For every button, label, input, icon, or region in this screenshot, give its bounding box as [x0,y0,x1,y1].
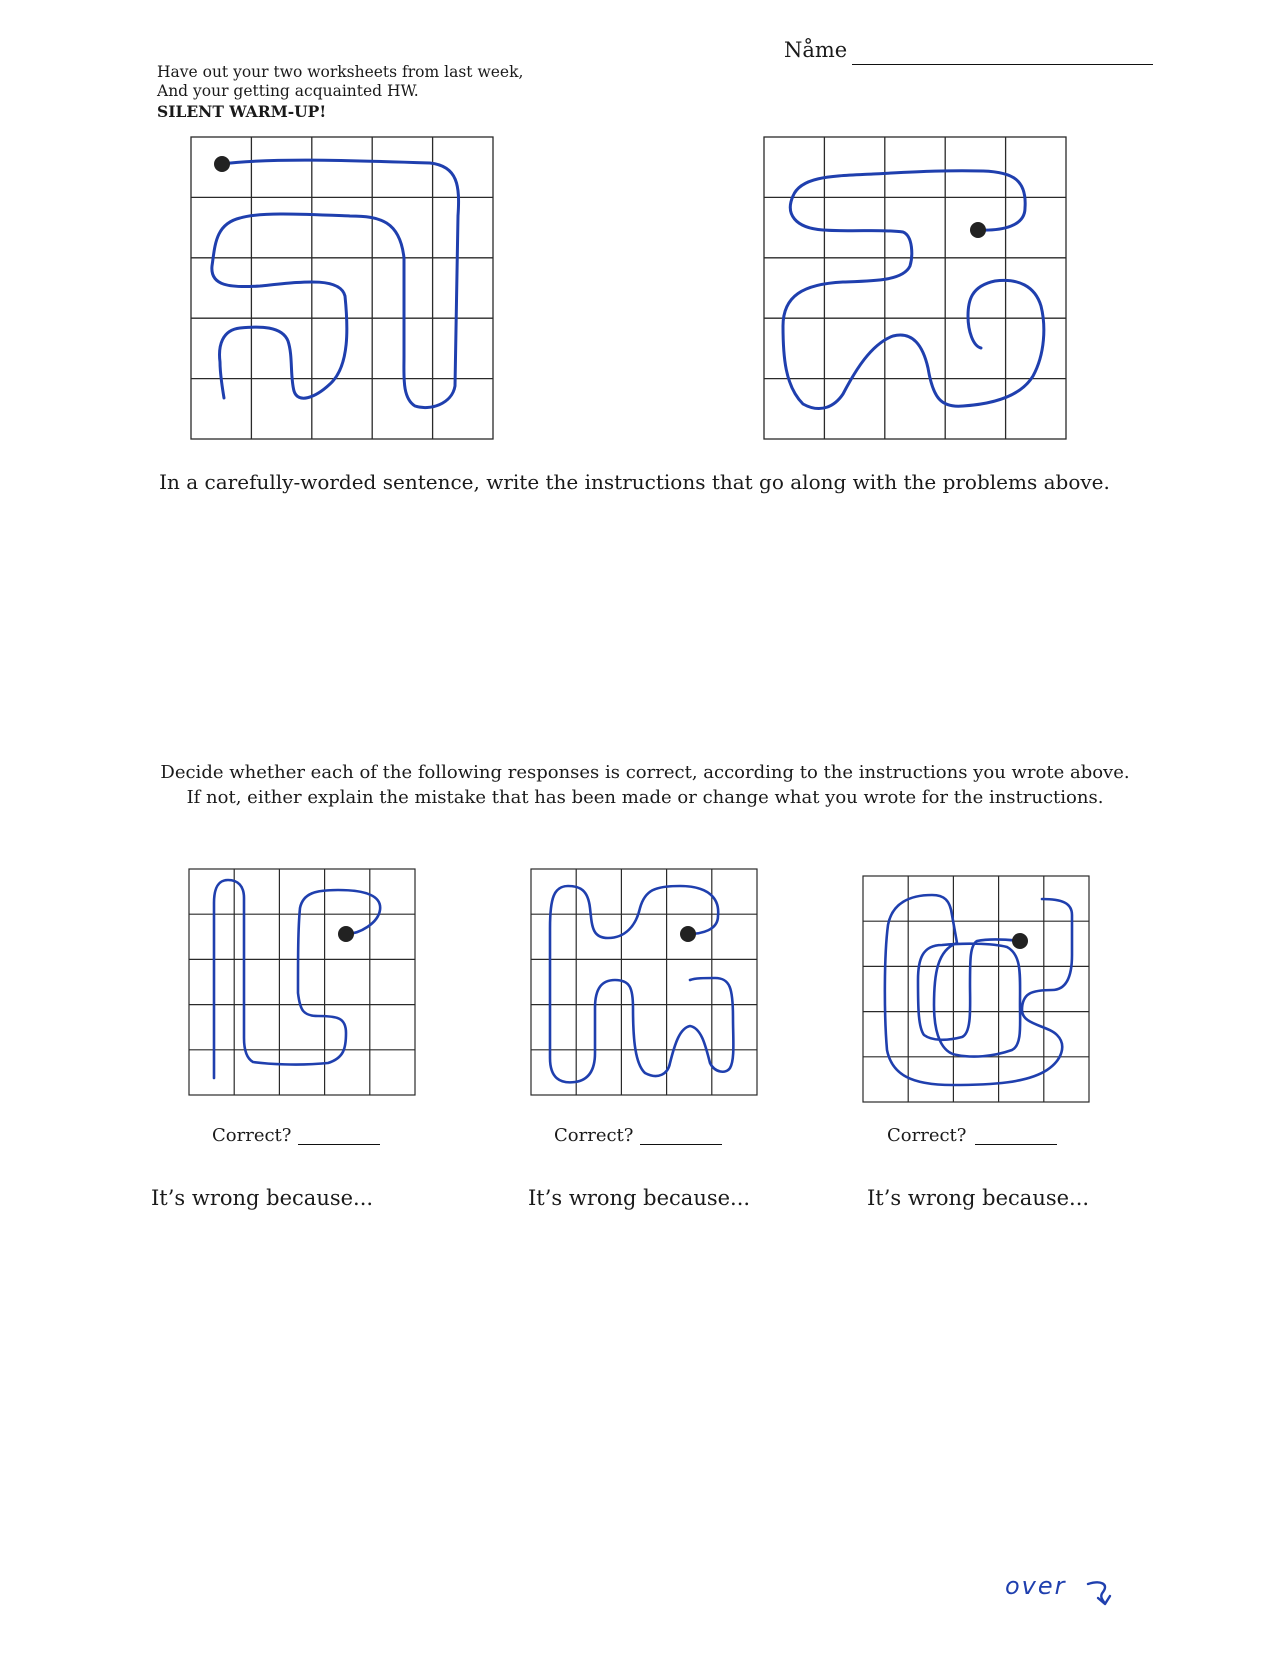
wrong-because-label-1: It’s wrong because... [151,1186,374,1210]
decide-line-1: Decide whether each of the following responses is correct, according to the instructions you wrote above. [160,762,1130,783]
start-dot [214,156,230,172]
wrong-because-label-3: It’s wrong because... [867,1186,1090,1210]
warmup-line-1: Have out your two worksheets from last week, [157,63,524,81]
example-grid-2 [763,136,1068,441]
example-grid-1 [190,136,495,441]
name-field[interactable] [852,64,1153,65]
warmup-line-2: And your getting acquainted HW. [157,82,419,100]
warmup-title: SILENT WARM-UP! [157,102,327,121]
response-grid-3 [862,875,1091,1104]
decide-line-2: If not, either explain the mistake that has been made or change what you wrote for the instructions. [186,787,1104,808]
path-line [550,886,733,1082]
correct-label-3: Correct? [887,1125,967,1146]
correct-answer-field-1[interactable] [298,1144,380,1145]
correct-answer-field-3[interactable] [975,1144,1057,1145]
name-label: Nåme [784,38,848,62]
start-dot [338,926,354,942]
start-dot [970,222,986,238]
wrong-because-label-2: It’s wrong because... [528,1186,751,1210]
start-dot [680,926,696,942]
over-note: over [1005,1572,1067,1600]
start-dot [1012,933,1028,949]
response-grid-2 [530,868,759,1097]
path-line [214,880,380,1078]
correct-label-1: Correct? [212,1125,292,1146]
instructions-prompt: In a carefully-worded sentence, write the instructions that go along with the problems above. [159,470,1110,494]
response-grid-1 [188,868,417,1097]
correct-answer-field-2[interactable] [640,1144,722,1145]
turn-arrow-icon [1085,1578,1117,1608]
path-line [783,171,1044,409]
correct-label-2: Correct? [554,1125,634,1146]
